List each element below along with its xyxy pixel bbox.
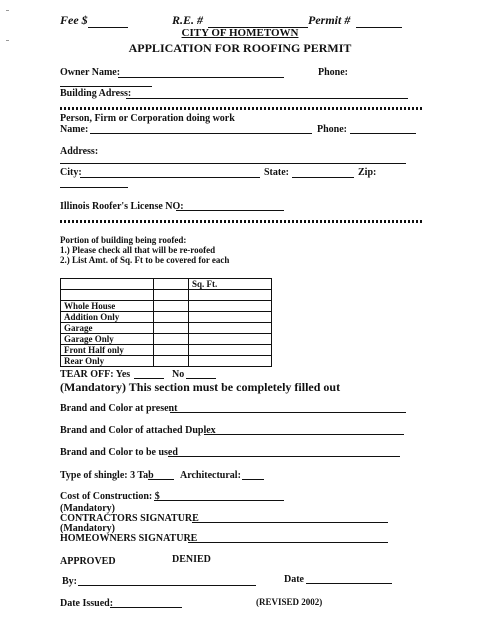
date-issued-label: Date Issued: (60, 598, 114, 609)
check-cell[interactable] (154, 356, 189, 367)
mandatory-notice: (Mandatory) This section must be completely filled out (60, 380, 341, 394)
section-divider (60, 220, 424, 223)
brand-duplex-label: Brand and Color of attached Duplex (60, 425, 216, 436)
sqft-cell[interactable] (189, 356, 272, 367)
sqft-cell[interactable] (189, 334, 272, 345)
contractor-state-label: State: (264, 167, 289, 178)
sqft-cell[interactable] (189, 312, 272, 323)
contractor-zip-label: Zip: (358, 167, 377, 178)
contractor-phone-label: Phone: (317, 124, 347, 135)
portion-heading: Portion of building being roofed: (60, 235, 187, 245)
tearoff-yes-label: TEAR OFF: Yes (60, 369, 131, 380)
owner-name-field-cont[interactable] (60, 86, 152, 87)
approved-by-label: By: (62, 576, 77, 587)
architectural-label: Architectural: (180, 470, 241, 481)
table-cell (61, 290, 154, 301)
row-label: Addition Only (61, 312, 154, 323)
denied-label: DENIED (172, 554, 211, 565)
table-row (61, 356, 272, 367)
shingle-3tab-field[interactable] (148, 479, 174, 480)
brand-present-label: Brand and Color at present (60, 403, 178, 414)
contractor-signature-field[interactable] (192, 522, 388, 523)
re-label: R.E. # (172, 13, 204, 27)
brand-used-field[interactable] (168, 456, 400, 457)
shingle-3tab-label: Type of shingle: 3 Tab (60, 470, 154, 481)
brand-used-label: Brand and Color to be used (60, 447, 178, 458)
row-label: Rear Only (61, 356, 154, 367)
check-cell[interactable] (154, 334, 189, 345)
mandatory-note: (Mandatory) (60, 503, 115, 514)
check-cell[interactable] (154, 345, 189, 356)
contractor-city-label: City: (60, 167, 82, 178)
contractor-state-field[interactable] (292, 177, 354, 178)
tearoff-no-label: No (172, 369, 185, 380)
contractor-address-label: Address: (60, 146, 99, 157)
roof-portion-table (60, 278, 272, 367)
tearoff-no-field[interactable] (186, 378, 216, 379)
table-row (61, 312, 272, 323)
table-row (61, 334, 272, 345)
section-divider (60, 107, 424, 110)
table-cell (189, 290, 272, 301)
sqft-cell[interactable] (189, 345, 272, 356)
check-cell[interactable] (154, 301, 189, 312)
homeowner-signature-field[interactable] (188, 542, 388, 543)
row-label: Garage (61, 323, 154, 334)
architectural-field[interactable] (242, 479, 264, 480)
check-cell[interactable] (154, 323, 189, 334)
approved-label: APPROVED (60, 556, 116, 567)
homeowner-signature-label: HOMEOWNERS SIGNATURE (60, 533, 198, 544)
table-header-row (61, 279, 272, 290)
contractor-signature-label: CONTRACTORS SIGNATURE (60, 513, 199, 524)
contractor-city-field[interactable] (80, 177, 260, 178)
brand-present-field[interactable] (170, 412, 406, 413)
row-label: Whole House (61, 301, 154, 312)
sqft-cell[interactable] (189, 301, 272, 312)
table-cell (154, 290, 189, 301)
scan-mark (6, 40, 9, 41)
row-label: Front Half only (61, 345, 154, 356)
owner-phone-label: Phone: (318, 67, 348, 78)
cost-field[interactable] (154, 500, 284, 501)
page-title: APPLICATION FOR ROOFING PERMIT (128, 41, 352, 55)
permit-label: Permit # (308, 13, 351, 27)
owner-name-label: Owner Name: (60, 67, 121, 78)
table-row (61, 323, 272, 334)
owner-name-field[interactable] (118, 77, 284, 78)
sqft-header: Sq. Ft. (189, 279, 272, 290)
contractor-zip-field[interactable] (60, 187, 128, 188)
building-address-label: Building Adress: (60, 88, 132, 99)
scan-mark (6, 10, 9, 11)
contractor-phone-field[interactable] (350, 133, 416, 134)
building-address-field[interactable] (126, 98, 408, 99)
date-label: Date (284, 574, 304, 585)
date-issued-field[interactable] (110, 607, 182, 608)
row-label: Garage Only (61, 334, 154, 345)
contractor-address-field[interactable] (60, 163, 406, 164)
table-row (61, 345, 272, 356)
portion-instruction-1: 1.) Please check all that will be re-roofed (60, 245, 216, 255)
brand-duplex-field[interactable] (204, 434, 404, 435)
portion-instruction-2: 2.) List Amt. of Sq. Ft to be covered for each (60, 255, 230, 265)
license-label: Illinois Roofer's License NO: (60, 201, 184, 212)
contractor-heading: Person, Firm or Corporation doing work (60, 113, 235, 124)
revision-note: (REVISED 2002) (256, 597, 323, 607)
table-row (61, 290, 272, 301)
table-row (61, 301, 272, 312)
check-cell[interactable] (154, 312, 189, 323)
sqft-cell[interactable] (189, 323, 272, 334)
date-field[interactable] (306, 583, 392, 584)
table-cell (154, 279, 189, 290)
cost-label: Cost of Construction: $ (60, 491, 160, 502)
contractor-name-label: Name: (60, 124, 89, 135)
tearoff-yes-field[interactable] (134, 378, 164, 379)
table-cell (61, 279, 154, 290)
city-name: CITY OF HOMETOWN (181, 27, 299, 39)
license-field[interactable] (176, 210, 284, 211)
mandatory-note: (Mandatory) (60, 523, 115, 534)
contractor-name-field[interactable] (90, 133, 312, 134)
approved-by-field[interactable] (78, 585, 256, 586)
fee-label: Fee $ (60, 13, 88, 27)
